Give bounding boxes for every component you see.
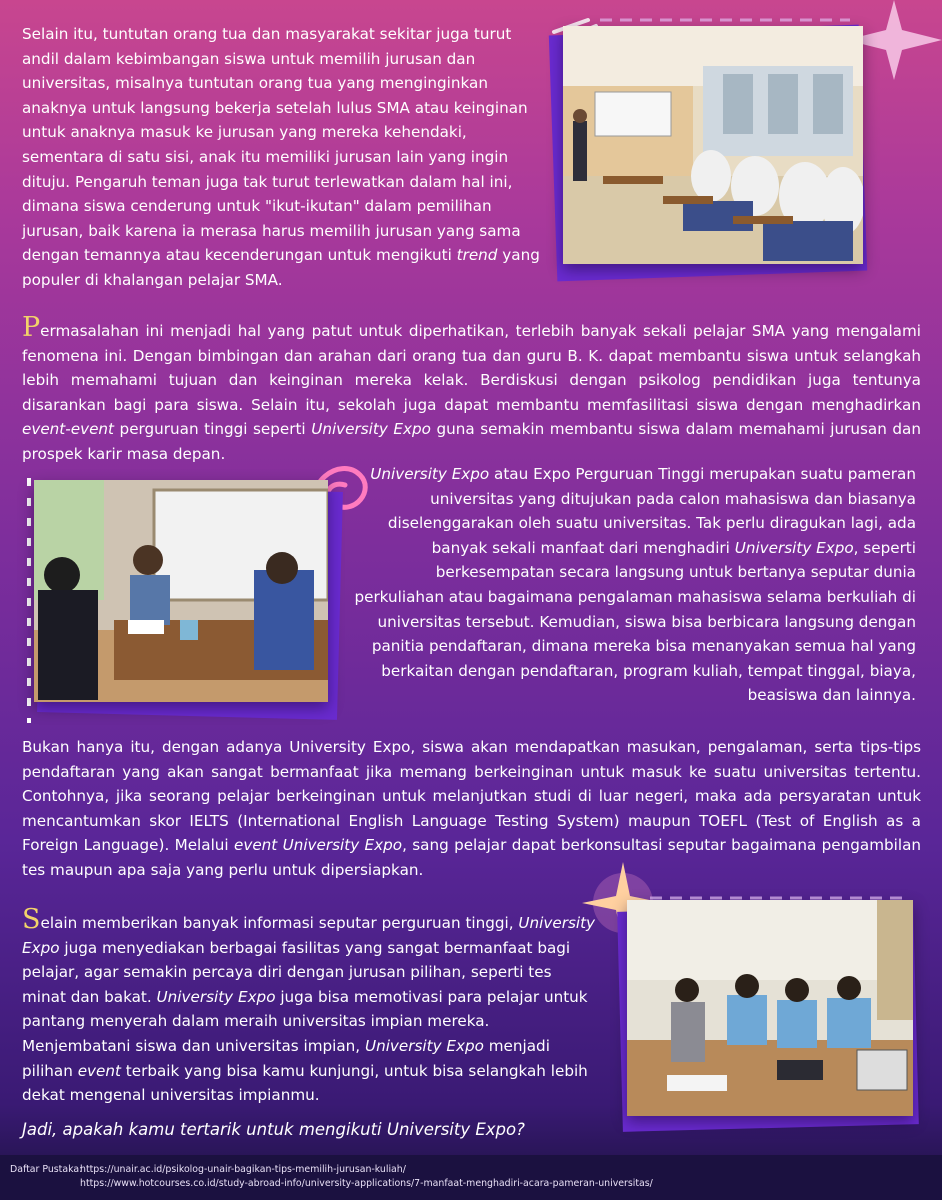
problem-text-2: perguruan tinggi seperti xyxy=(114,420,312,439)
group-discussion-photo xyxy=(627,900,913,1116)
expo-text-2: , seperti berkesempatan secara langsung untuk bertanya seputar dunia perkuliahan atau bagaimana pengalaman mahasiswa selama berkuliah di universitas tersebut. Kemudian, siswa bisa berbicara langsung dengan panitia pendaftaran, dimana mereka bisa menanyakan semua hal yang berkaitan dengan pendaftaran, program kuliah, tempat tinggal, biaya, beasiswa dan lainnya. xyxy=(354,538,916,705)
reference-link-1[interactable]: https://unair.ac.id/psikolog-unair-bagikan-tips-memilih-jurusan-kuliah/ xyxy=(80,1164,406,1175)
problem-italic-2: University Expo xyxy=(311,420,431,439)
dropcap-p: P xyxy=(22,312,41,343)
problem-paragraph xyxy=(22,312,921,467)
dashed-line-decoration xyxy=(600,10,850,20)
reference-link-2[interactable]: https://www.hotcourses.co.id/study-abroad-info/university-applications/7-manfaat-menghadiri-acara-pameran-universitas/ xyxy=(80,1178,653,1189)
facilities-italic-3: University Expo xyxy=(364,1036,484,1055)
left-dashed-border-decoration xyxy=(26,478,32,723)
problem-text-3: guna semakin membantu siswa dalam memahami jurusan dan prospek karir masa depan. xyxy=(22,420,921,463)
expo-text-1: atau Expo Perguruan Tinggi merupakan suatu pameran universitas yang ditujukan pada calon mahasiswa dan biasanya diselenggarakan oleh suatu universitas. Tak perlu diragukan lagi, ada banyak sekali manfaat dari menghadiri xyxy=(387,465,916,557)
intro-text-1: Selain itu, tuntutan orang tua dan masyarakat sekitar juga turut andil dalam kebimbangan siswa untuk memilih jurusan dan universitas, misalnya tuntutan orang tua yang menginginkan anaknya untuk langsung bekerja setelah lulus SMA atau keinginan untuk anaknya masuk ke jurusan yang mereka kehendaki, sementara di satu sisi, anak itu memiliki jurusan lain yang ingin dituju. Pengaruh teman juga tak turut terlewatkan dalam hal ini, dimana siswa cenderung untuk "ikut-ikutan" dalam pemilihan jurusan, baik karena ia merasa harus memilih jurusan yang sama dengan temannya atau kecenderungan untuk mengikuti xyxy=(22,25,528,265)
facilities-text-1: elain memberikan banyak informasi seputar perguruan tinggi, xyxy=(40,914,519,932)
facilities-text-2: juga menyediakan berbagai fasilitas yang sangat bermanfaat bagi pelajar, agar semakin percaya diri dengan jurusan pilihan, seperti tes minat dan bakat. xyxy=(22,938,571,1006)
tips-text-1: Bukan hanya itu, dengan adanya University Expo, siswa akan mendapatkan masukan, pengalaman, serta tips-tips pendaftaran yang akan sangat bermanfaat jika memang berkeinginan untuk masuk ke suatu universitas tertentu. Contohnya, jika seorang pelajar berkeinginan untuk melanjutkan studi di luar negeri, maka ada persyaratan untuk mencantumkan skor IELTS (International English Language Testing System) maupun TOEFL (Test of English as a Foreign Language). Melalui xyxy=(22,738,921,855)
facilities-italic-1: University Expo xyxy=(22,914,596,957)
tips-paragraph xyxy=(22,735,921,883)
facilities-italic-2: University Expo xyxy=(156,987,276,1006)
references-label: Daftar Pustaka: xyxy=(10,1164,83,1175)
expo-paragraph xyxy=(342,462,916,708)
intro-text-2: yang populer di khalangan pelajar SMA. xyxy=(22,246,540,289)
closing-question xyxy=(22,1118,582,1143)
expo-italic-1: University Expo xyxy=(370,465,490,483)
facilities-text-3: juga bisa memotivasi para pelajar untuk pantang menyerah dalam meraih universitas impian mereka. Menjembatani siswa dan universitas impian, xyxy=(22,987,588,1055)
problem-italic-1: event-event xyxy=(22,420,114,439)
tips-text-2: , sang pelajar dapat berkonsultasi seputar bagaimana pengambilan tes maupun apa saja yang perlu untuk dipersiapkan. xyxy=(22,836,921,879)
references-footer xyxy=(0,1155,942,1200)
expo-italic-2: University Expo xyxy=(734,538,854,557)
facilities-paragraph xyxy=(22,904,598,1108)
facilities-text-4: menjadi pilihan xyxy=(22,1036,550,1080)
dropcap-s: S xyxy=(22,904,41,935)
intro-paragraph xyxy=(22,22,542,293)
intro-italic-trend: trend xyxy=(456,246,498,265)
closing-question-text: Jadi, apakah kamu tertarik untuk mengikuti University Expo? xyxy=(22,1120,525,1139)
problem-text-1: ermasalahan ini menjadi hal yang patut untuk diperhatikan, terlebih banyak sekali pelajar SMA yang mengalami fenomena ini. Dengan bimbingan dan arahan dari orang tua dan guru B. K. dapat membantu siswa untuk selangkah lebih memahami tujuan dan keinginan mereka kelak. Berdiskusi dengan psikolog pendidikan juga tentunya disarankan bagi para siswa. Selain itu, sekolah juga dapat membantu memfasilitasi siswa dengan menghadirkan xyxy=(22,322,921,414)
classroom-photo xyxy=(563,26,863,264)
tips-italic-1: event University Expo xyxy=(234,836,403,855)
facilities-text-5: terbaik yang bisa kamu kunjungi, untuk bisa selangkah lebih dekat mengenal universitas impianmu. xyxy=(22,1061,588,1105)
bottom-dashed-line-decoration xyxy=(650,888,910,898)
consultation-photo xyxy=(34,480,328,702)
facilities-italic-4: event xyxy=(77,1061,121,1080)
